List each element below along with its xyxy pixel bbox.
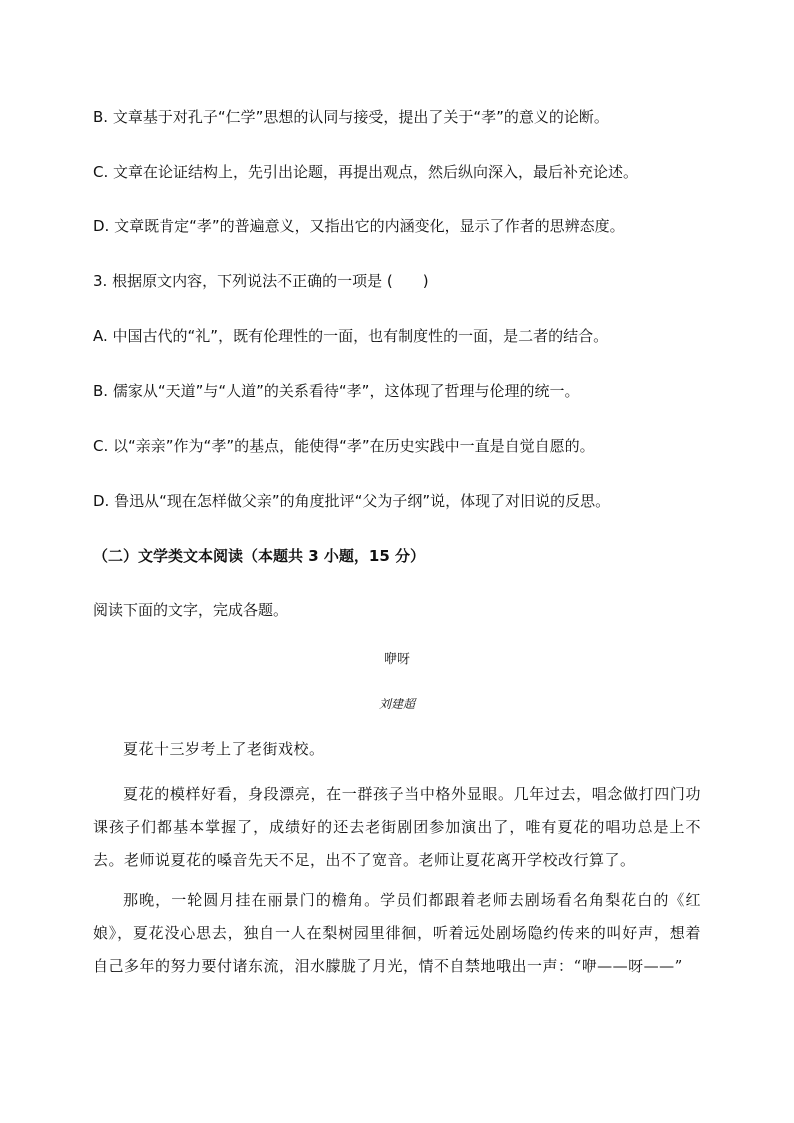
story-author: 刘建超 [378, 697, 415, 711]
story-paragraph: 那晚，一轮圆月挂在丽景门的檐角。学员们都跟着老师去剧场看名角梨花白的《红娘》，夏花没心思去，独自一人在梨树园里徘徊，听着远处剧场隐约传来的叫好声，想着自己多年的努力要付诸东流，泪水朦胧了月光，情不自禁地哦出一声：“咿——呀——” [93, 891, 701, 975]
option-q3-b: B. 儒家从“天道”与“人道”的关系看待“孝”，这体现了哲理与伦理的统一。 [93, 382, 580, 400]
option-q2-c: C. 文章在论证结构上，先引出论题，再提出观点，然后纵向深入，最后补充论述。 [93, 163, 639, 181]
option-q2-b: B. 文章基于对孔子“仁学”思想的认同与接受，提出了关于“孝”的意义的论断。 [93, 108, 609, 126]
option-q3-c: C. 以“亲亲”作为“孝”的基点，能使得“孝”在历史实践中一直是自觉自愿的。 [93, 437, 595, 455]
story-title: 咿呀 [383, 652, 410, 667]
story-paragraph: 夏花的模样好看，身段漂亮，在一群孩子当中格外显眼。几年过去，唱念做打四门功课孩子们都基本掌握了，成绩好的还去老街剧团参加演出了，唯有夏花的唱功总是上不去。老师说夏花的嗓音先天不足，出不了宽音。老师让夏花离开学校改行算了。 [93, 785, 701, 869]
story-paragraph: 夏花十三岁考上了老街戏校。 [123, 740, 325, 758]
question-3-stem: 3. 根据原文内容，下列说法不正确的一项是 ( ) [93, 272, 429, 290]
section-instruction: 阅读下面的文字，完成各题。 [93, 601, 289, 619]
option-q3-d: D. 鲁迅从“现在怎样做父亲”的角度批评“父为子纲”说，体现了对旧说的反思。 [93, 492, 611, 510]
section-title: （二）文学类文本阅读（本题共 3 小题，15 分） [93, 547, 425, 565]
option-q2-d: D. 文章既肯定“孝”的普遍意义，又指出它的内涵变化，显示了作者的思辨态度。 [93, 217, 625, 235]
option-q3-a: A. 中国古代的“礼”，既有伦理性的一面，也有制度性的一面，是二者的结合。 [93, 327, 609, 345]
